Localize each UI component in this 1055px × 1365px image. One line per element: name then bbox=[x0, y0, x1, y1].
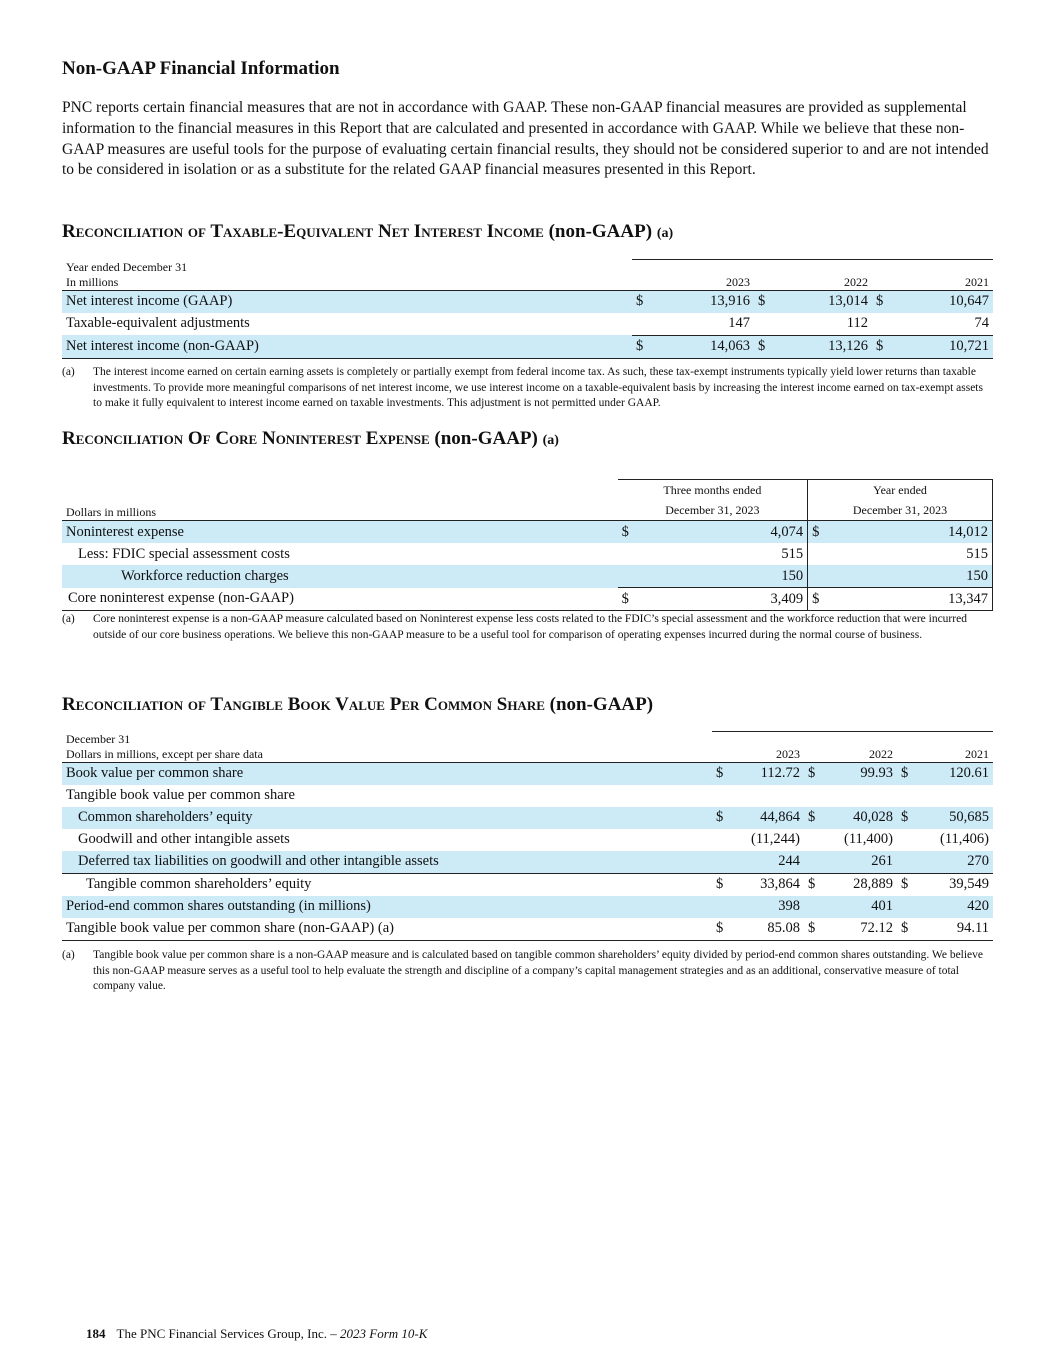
table-row: Tangible book value per common share bbox=[66, 787, 295, 803]
t1-header-line2: In millions bbox=[66, 274, 119, 289]
t3-title: Reconciliation of Tangible Book Value Per Common Share (non-GAAP) bbox=[62, 694, 654, 715]
table-row: Less: FDIC special assessment costs 515 515 bbox=[62, 543, 993, 565]
table-row: Book value per common share $ 112.72 $ 99.93 $ 120.61 bbox=[62, 762, 993, 785]
table-row: Tangible book value per common share (non-GAAP) (a) $ 85.08 $ 72.12 $ 94.11 bbox=[62, 918, 993, 941]
table-row: Net interest income (non-GAAP) $ 14,063 $ 13,126 $ 10,721 bbox=[62, 335, 993, 358]
table-row: Core noninterest expense (non-GAAP) $ 3,409 $ 13,347 bbox=[62, 588, 993, 611]
net-interest-income-table bbox=[62, 259, 993, 359]
t1-year-2022: 2022 bbox=[754, 260, 872, 291]
t3-header-row bbox=[62, 732, 993, 763]
t1-year-2023: 2023 bbox=[632, 260, 754, 291]
table-row: Workforce reduction charges 150 150 bbox=[62, 565, 993, 588]
t3-footnote: (a) Tangible book value per common share is a non-GAAP measure and is calculated based on tangible common shareholders’ equity divided by period-end common shares outstanding. We believe this non-GAAP measure serves as a useful tool to help evaluate the strength and discipline of a company’s capital management strategies and as an additional, conservative measure of total company value. bbox=[62, 949, 984, 993]
intro-paragraph: PNC reports certain financial measures that are not in accordance with GAAP. These non-GAAP financial measures are provided as supplemental information to the financial measures in this Report that are calculated and presented in accordance with GAAP. While we believe that these non-GAAP measures are useful tools for the purpose of evaluating certain financial results, they should not be considered superior to and are not intended to be considered in isolation or as a substitute for the related GAAP financial measures presented in this Report. bbox=[62, 99, 989, 179]
t1-header-row bbox=[62, 260, 993, 291]
table-row: Net interest income (GAAP) $ 13,916 $ 13,014 $ 10,647 bbox=[62, 290, 993, 313]
t2-header-label: Dollars in millions bbox=[62, 480, 618, 521]
t3-header-line1: December 31 bbox=[66, 731, 131, 746]
footer-company: The PNC Financial Services Group, Inc. – bbox=[116, 1326, 337, 1341]
t1-header-line1: Year ended December 31 bbox=[66, 259, 188, 274]
footer-form: 2023 Form 10-K bbox=[340, 1326, 428, 1341]
t3-header-line2: Dollars in millions, except per share data bbox=[66, 746, 263, 761]
table-row: Period-end common shares outstanding (in millions) 398 401 420 bbox=[62, 896, 993, 918]
page-footer bbox=[86, 1326, 427, 1342]
tangible-book-value-table bbox=[62, 731, 993, 941]
t1-footnote: (a) The interest income earned on certain earning assets is completely or partially exempt from federal income tax. As such, these tax-exempt instruments typically yield lower returns than taxable investments. To provide more meaningful comparisons of net interest income, we use interest income on a taxable-equivalent basis by increasing the interest income earned on tax-exempt assets to make it fully equivalent to interest income earned on taxable investments. This adjustment is not permitted under GAAP. bbox=[62, 366, 983, 410]
t2-col2-line2: December 31, 2023 bbox=[852, 503, 948, 517]
t2-col2-line1: Year ended bbox=[873, 483, 927, 497]
table-row: Noninterest expense $ 4,074 $ 14,012 bbox=[62, 521, 993, 544]
t1-year-2021: 2021 bbox=[872, 260, 993, 291]
table-row: Tangible common shareholders’ equity $ 33,864 $ 28,889 $ 39,549 bbox=[86, 876, 989, 892]
table-row: Common shareholders’ equity $ 44,864 $ 40,028 $ 50,685 bbox=[62, 807, 993, 829]
page-number: 184 bbox=[86, 1326, 106, 1341]
t2-col1-line2: December 31, 2023 bbox=[665, 503, 760, 517]
page-title: Non-GAAP Financial Information bbox=[62, 58, 340, 79]
table-row: Deferred tax liabilities on goodwill and other intangible assets 244 261 270 bbox=[62, 851, 993, 874]
table-row: Taxable-equivalent adjustments 147 112 74 bbox=[62, 313, 993, 336]
t3-year-2022: 2022 bbox=[804, 732, 897, 763]
t3-year-2021: 2021 bbox=[897, 732, 993, 763]
table-row: Goodwill and other intangible assets (11,244) (11,400) (11,406) bbox=[78, 831, 989, 847]
t1-title: Reconciliation of Taxable-Equivalent Net Interest Income (non-GAAP) (a) bbox=[62, 221, 674, 242]
t2-title: Reconciliation Of Core Noninterest Expense (non-GAAP) (a) bbox=[62, 428, 559, 449]
t3-year-2023: 2023 bbox=[712, 732, 804, 763]
core-noninterest-expense-table bbox=[62, 479, 993, 611]
t2-col1-line1: Three months ended bbox=[663, 483, 762, 497]
t2-header-row bbox=[62, 480, 993, 521]
t2-footnote: (a) Core noninterest expense is a non-GAAP measure calculated based on Noninterest expense less costs related to the FDIC’s special assessment and the workforce reduction that were incurred outside of our core business operations. We believe this non-GAAP measure to be a useful tool for comparison of operating expenses incurred during the normal course of business. bbox=[62, 613, 967, 641]
